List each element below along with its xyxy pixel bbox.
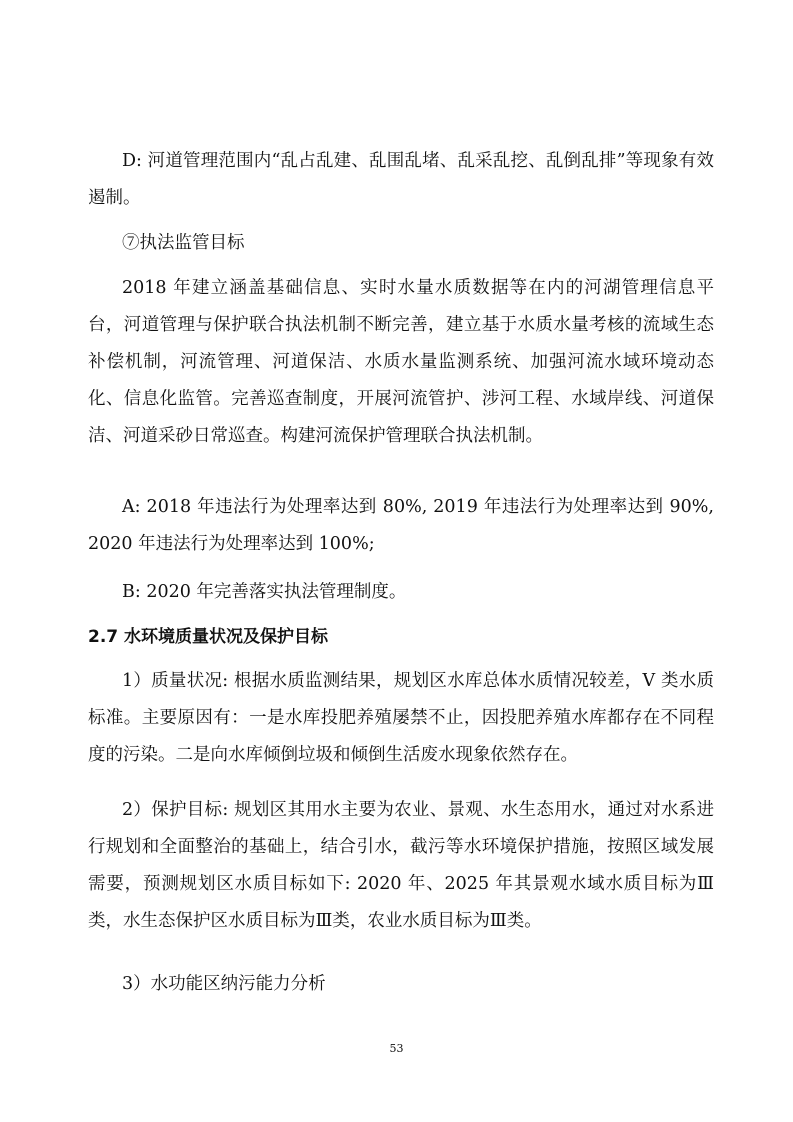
paragraph-quality-status: 1）质量状况: 根据水质监测结果，规划区水库总体水质情况较差，V 类水质标准。主要原因有：一是水库投肥养殖屡禁不止，因投肥养殖水库都存在不同程度的污染。二是向水库倾倒垃圾和倾倒生活废水现象依然存在。 [88, 671, 714, 765]
paragraph-enforcement-2018: 2018 年建立涵盖基础信息、实时水量水质数据等在内的河湖管理信息平台，河道管理与保护联合执法机制不断完善，建立基于水质水量考核的流域生态补偿机制，河流管理、河道保洁、水质水量监测系统、加强河流水域环境动态化、信息化监管。完善巡查制度，开展河流管护、涉河工程、水域岸线、河道保洁、河道采砂日常巡查。构建河流保护管理联合执法机制。 [88, 278, 714, 446]
paragraph-enforcement-goal-title: ⑦执法监管目标 [122, 233, 245, 253]
page-number: 53 [389, 1042, 404, 1055]
paragraph-a-violation-rates: A: 2018 年违法行为处理率达到 80%, 2019 年违法行为处理率达到 90%, 2020 年违法行为处理率达到 100%; [88, 497, 714, 554]
paragraph-b-2020-system: B: 2020 年完善落实执法管理制度。 [122, 582, 407, 602]
section-heading-2-7: 2.7 水环境质量状况及保护目标 [88, 627, 329, 647]
paragraph-d-river-management: D: 河道管理范围内“乱占乱建、乱围乱堵、乱采乱挖、乱倒乱排”等现象有效遏制。 [88, 151, 714, 208]
paragraph-pollution-capacity: 3）水功能区纳污能力分析 [122, 974, 326, 994]
paragraph-protection-goals: 2）保护目标: 规划区其用水主要为农业、景观、水生态用水，通过对水系进行规划和全面整治的基础上，结合引水，截污等水环境保护措施，按照区域发展需要，预测规划区水质目标如下: 2020 年、2025 年其景观水域水质目标为Ⅲ类，水生态保护区水质目标为Ⅲ类，农业水质目标为Ⅲ类。 [88, 800, 714, 931]
